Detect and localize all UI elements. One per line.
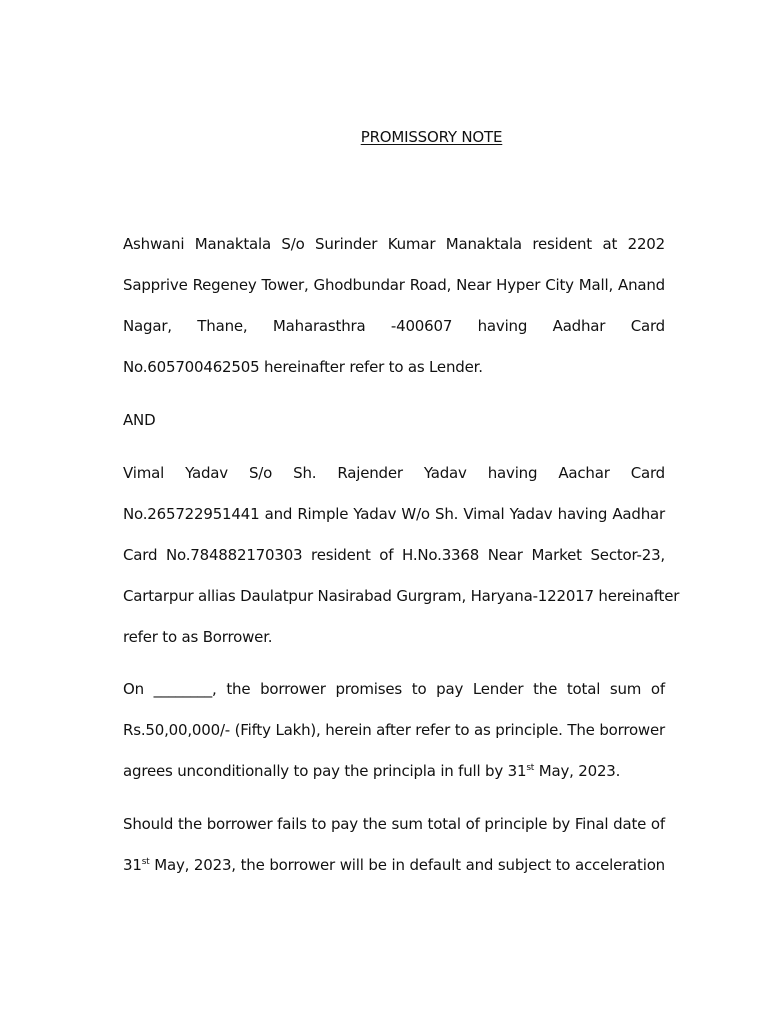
default-line-1: Should the borrower fails to pay the sum total of principle by Final date of <box>123 815 665 833</box>
document-title: PROMISSORY NOTE <box>360 128 503 146</box>
default-line-2-day: 31 <box>123 856 142 874</box>
promise-line-1: On ________, the borrower promises to pay Lender the total sum of <box>123 680 665 698</box>
ordinal-suffix: st <box>141 857 150 867</box>
default-line-2-text: May, 2023, the borrower will be in default and subject to acceleration <box>149 856 665 874</box>
promise-line-3-date: May, 2023. <box>534 762 621 780</box>
and-text: AND <box>123 411 156 429</box>
default-line-2 <box>123 845 665 886</box>
lender-line-4: No.605700462505 hereinafter refer to as Lender. <box>123 358 483 376</box>
default-paragraph <box>123 804 665 886</box>
ordinal-suffix: st <box>526 763 535 773</box>
and-separator <box>123 400 665 441</box>
promise-line-3 <box>123 751 665 792</box>
lender-line-3: Nagar, Thane, Maharasthra -400607 having Aadhar Card <box>123 317 665 335</box>
promise-paragraph <box>123 669 665 792</box>
borrower-line-2: No.265722951441 and Rimple Yadav W/o Sh. Vimal Yadav having Aadhar <box>123 505 665 523</box>
borrower-paragraph <box>123 453 680 658</box>
borrower-line-1: Vimal Yadav S/o Sh. Rajender Yadav having Aachar Card <box>123 464 665 482</box>
borrower-line-4: Cartarpur allias Daulatpur Nasirabad Gurgram, Haryana-122017 hereinafter <box>123 587 680 605</box>
borrower-line-5: refer to as Borrower. <box>123 628 273 646</box>
lender-line-1: Ashwani Manaktala S/o Surinder Kumar Manaktala resident at 2202 <box>123 235 665 253</box>
borrower-line-3: Card No.784882170303 resident of H.No.3368 Near Market Sector-23, <box>123 546 665 564</box>
lender-paragraph <box>123 224 665 388</box>
promise-line-3-text: agrees unconditionally to pay the principla in full by 31 <box>123 762 527 780</box>
lender-line-2: Sapprive Regeney Tower, Ghodbundar Road, Near Hyper City Mall, Anand <box>123 276 665 294</box>
promise-line-2: Rs.50,00,000/- (Fifty Lakh), herein after refer to as principle. The borrower <box>123 721 665 739</box>
